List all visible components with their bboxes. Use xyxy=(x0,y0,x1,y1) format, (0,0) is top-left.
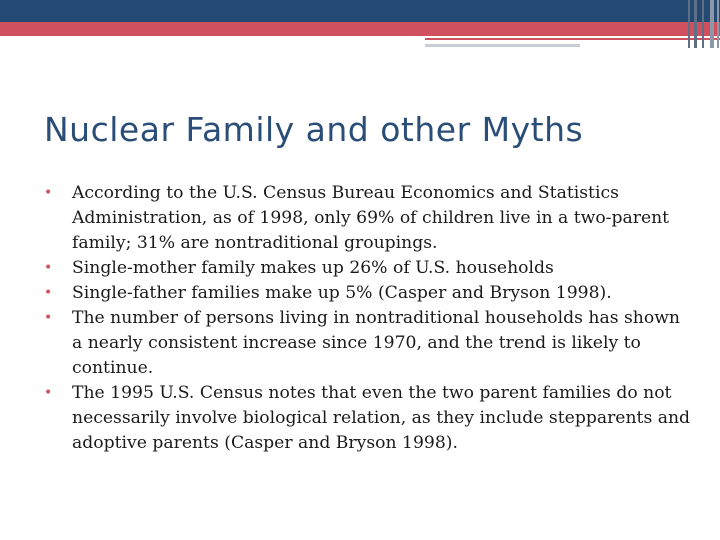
top-banner-red xyxy=(0,22,720,36)
bullet-icon: • xyxy=(44,260,53,276)
bullet-text: The number of persons living in nontraditional households has shown a nearly consistent increase since 1970, and the trend is likely to continue. xyxy=(72,308,680,378)
bullet-item xyxy=(44,181,694,256)
bullet-icon: • xyxy=(44,310,53,326)
accent-line xyxy=(425,38,720,40)
top-banner-navy xyxy=(0,0,720,22)
bullet-item xyxy=(44,306,694,381)
bullet-item xyxy=(44,256,694,281)
bullet-text: According to the U.S. Census Bureau Economics and Statistics Administration, as of 1998, only 69% of children live in a two-parent family; 31% are nontraditional groupings. xyxy=(72,183,670,253)
slide-title: Nuclear Family and other Myths xyxy=(44,110,584,149)
bullet-icon: • xyxy=(44,185,53,201)
stripe xyxy=(702,0,704,48)
decorative-stripes xyxy=(680,0,720,48)
stripe xyxy=(717,0,719,48)
bullet-item xyxy=(44,281,694,306)
bullet-list xyxy=(44,181,694,456)
bullet-item xyxy=(44,381,694,456)
bullet-text: The 1995 U.S. Census notes that even the two parent families do not necessarily involve biological relation, as they include stepparents and adoptive parents (Casper and Bryson 1998). xyxy=(72,383,691,453)
bullet-icon: • xyxy=(44,285,53,301)
stripe xyxy=(688,0,690,48)
stripe xyxy=(710,0,714,48)
accent-line-grey xyxy=(425,44,580,47)
bullet-text: Single-father families make up 5% (Casper and Bryson 1998). xyxy=(72,283,612,303)
stripe xyxy=(694,0,697,48)
bullet-text: Single-mother family makes up 26% of U.S. households xyxy=(72,258,554,278)
bullet-icon: • xyxy=(44,385,53,401)
